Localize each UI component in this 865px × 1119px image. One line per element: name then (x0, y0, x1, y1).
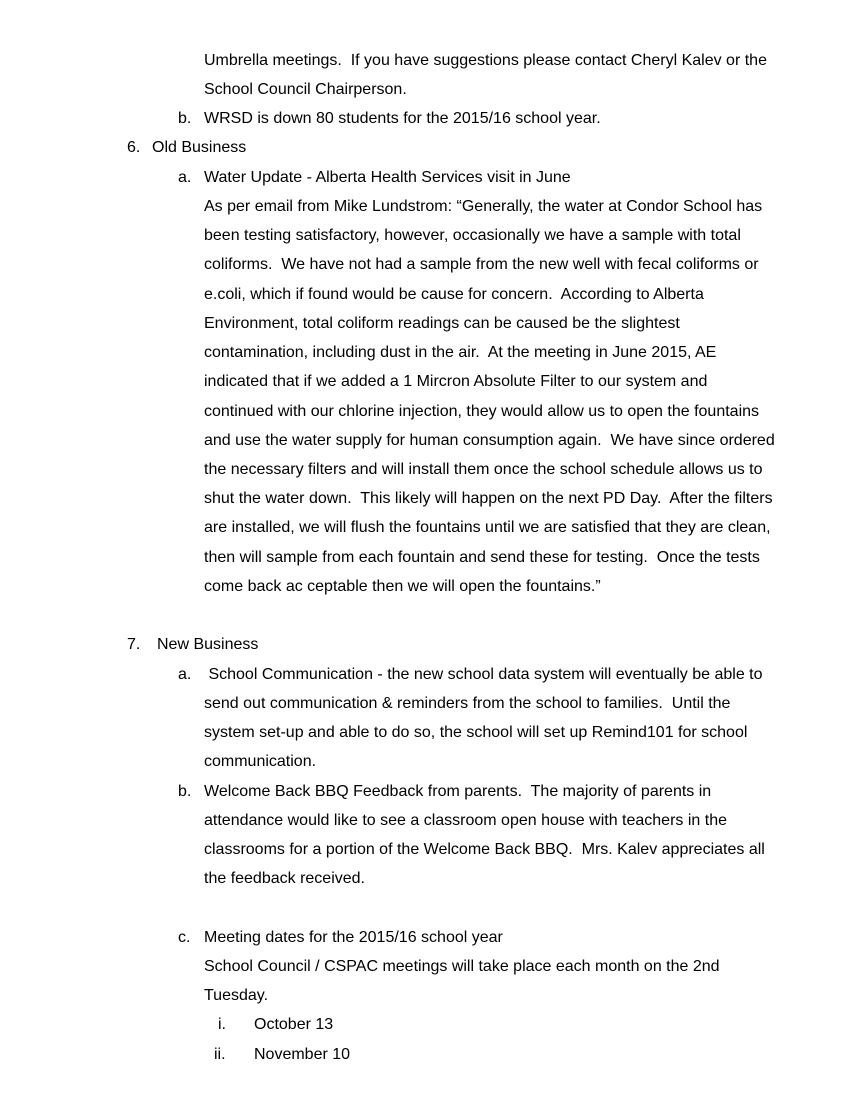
paragraph-line: School Council / CSPAC meetings will take place each month on the 2nd (204, 958, 720, 975)
list-item-text: Welcome Back BBQ Feedback from parents. The majority of parents in (204, 783, 712, 800)
list-marker: b. (178, 783, 192, 800)
paragraph-line: Environment, total coliform readings can be caused be the slightest (204, 315, 680, 332)
list-marker: c. (178, 929, 191, 946)
paragraph-line: Tuesday. (204, 987, 269, 1004)
paragraph-line: indicated that if we added a 1 Mircron Absolute Filter to our system and (204, 373, 708, 390)
paragraph-line: system set-up and able to do so, the school will set up Remind101 for school (204, 724, 748, 741)
meeting-date: November 10 (254, 1046, 351, 1063)
section-number: 7. (127, 636, 141, 653)
paragraph-line: come back ac ceptable then we will open the fountains.” (204, 578, 601, 595)
paragraph-line: e.coli, which if found would be cause for concern. According to Alberta (204, 286, 704, 303)
paragraph-line: been testing satisfactory, however, occasionally we have a sample with total (204, 227, 741, 244)
list-marker: a. (178, 666, 192, 683)
paragraph-line: send out communication & reminders from the school to families. Until the (204, 695, 731, 712)
paragraph-line: School Council Chairperson. (204, 81, 407, 98)
paragraph-line: classrooms for a portion of the Welcome Back BBQ. Mrs. Kalev appreciates all (204, 841, 765, 858)
item-title: Meeting dates for the 2015/16 school year (204, 929, 503, 946)
list-item-text: WRSD is down 80 students for the 2015/16 school year. (204, 110, 601, 127)
list-marker: b. (178, 110, 192, 127)
paragraph-line: continued with our chlorine injection, they would allow us to open the fountains (204, 403, 760, 420)
paragraph-line: shut the water down. This likely will happen on the next PD Day. After the filters (204, 490, 773, 507)
section-number: 6. (127, 139, 141, 156)
paragraph-line: attendance would like to see a classroom open house with teachers in the (204, 812, 727, 829)
paragraph-line: are installed, we will flush the fountains until we are satisfied that they are clean, (204, 519, 771, 536)
list-marker: a. (178, 169, 192, 186)
item-title: Water Update - Alberta Health Services visit in June (204, 169, 571, 186)
paragraph-line: Umbrella meetings. If you have suggestions please contact Cheryl Kalev or the (204, 52, 767, 69)
list-item-text: School Communication - the new school data system will eventually be able to (204, 666, 763, 683)
section-heading: Old Business (152, 139, 247, 156)
paragraph-line: and use the water supply for human consumption again. We have since ordered (204, 432, 775, 449)
paragraph-line: communication. (204, 753, 317, 770)
paragraph-line: then will sample from each fountain and send these for testing. Once the tests (204, 549, 760, 566)
sublist-marker: ii. (214, 1046, 226, 1063)
paragraph-line: the necessary filters and will install them once the school schedule allows us to (204, 461, 763, 478)
meeting-date: October 13 (254, 1016, 334, 1033)
paragraph-line: As per email from Mike Lundstrom: “Generally, the water at Condor School has (204, 198, 763, 215)
section-heading: New Business (157, 636, 259, 653)
paragraph-line: contamination, including dust in the air. At the meeting in June 2015, AE (204, 344, 717, 361)
sublist-marker: i. (218, 1016, 226, 1033)
paragraph-line: coliforms. We have not had a sample from the new well with fecal coliforms or (204, 256, 759, 273)
paragraph-line: the feedback received. (204, 870, 365, 887)
